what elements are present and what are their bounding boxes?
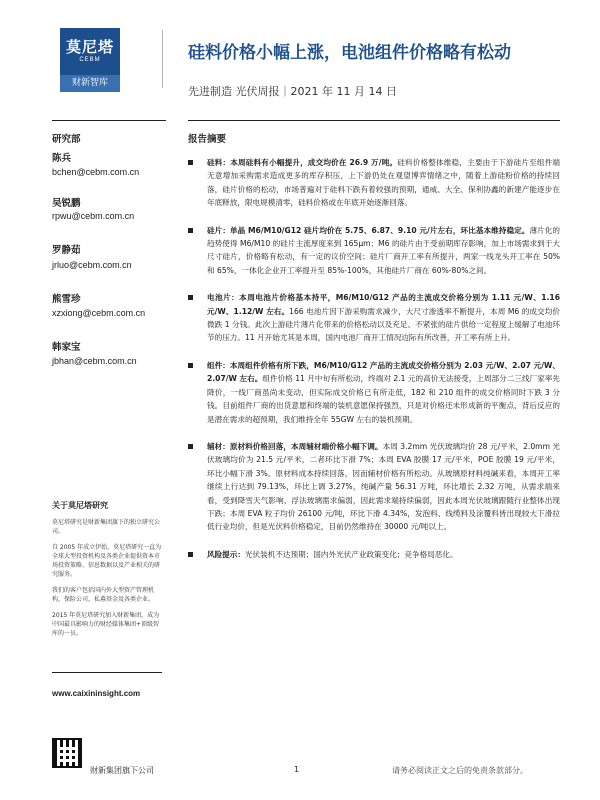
about-paragraph: 2015 年莫尼塔研究加入财新集团，成为中国最具影响力的财经媒体集团+顶级智库的一员。 — [52, 612, 160, 637]
about-rule — [52, 672, 162, 673]
analyst-name: 熊雪珍 — [52, 294, 81, 305]
bullet-square-icon — [188, 295, 193, 300]
summary-item-head: 硅料：本周硅料有小幅提升，成交均价在 26.9 万/吨。 — [207, 158, 398, 167]
about-paragraph: 自 2005 年成立伊始，莫尼塔研究一直为全球大型投资机构及各类企业提供资本市场投资策略、信息数据以及产业相关的研究服务。 — [52, 544, 162, 578]
analyst-email[interactable]: xzxiong@cebm.com.cn — [52, 308, 146, 318]
summary-item-head: 风险提示： — [207, 549, 245, 559]
summary-heading: 报告摘要 — [188, 134, 227, 145]
summary-item-body: 薄片化的趋势使得 M6/M10 的硅片主流厚度来到 165μm；M6 的硅片由于受前期库存影响，加上市场需求到于大尺寸硅片，价格略有松动，有一定的议价空间；硅片厂商开工率有所提升，两家一线龙头开工率在 50%和 65%，一体化企业开工率提升至 85%-100%，其他硅片厂商在 60%-80%之间。 — [207, 225, 561, 275]
analyst-email[interactable]: jbhan@cebm.com.cn — [52, 356, 137, 366]
logo-sub-text: 财新智库 — [60, 75, 120, 92]
summary-item-head: 硅片：单晶 M6/M10/G12 硅片均价在 5.75、6.87、9.10 元/片左右，环比基本维持稳定。 — [207, 225, 530, 235]
summary-item-head: 组件：本周组件价格有所下跌，M6/M10/G12 产品的主流成交价格分别为 2.03 元/W、2.07 元/W、2.07/W 左右。 — [207, 360, 560, 384]
about-section — [52, 500, 162, 645]
page-number: 1 — [294, 765, 300, 774]
report-subtitle: 先进制造 光伏周报｜2021 年 11 月 14 日 — [188, 85, 397, 98]
qr-code-icon — [52, 738, 82, 768]
bullet-square-icon — [188, 363, 193, 368]
summary-item — [188, 291, 560, 345]
summary-list — [188, 156, 560, 561]
about-title: 关于莫尼塔研究 — [52, 501, 108, 510]
logo-cn-text: 莫尼塔 — [65, 38, 114, 56]
analyst-name: 罗静茹 — [52, 245, 81, 256]
analyst-name: 陈兵 — [52, 153, 72, 164]
summary-item — [188, 548, 560, 561]
left-column-rule — [52, 120, 166, 121]
bullet-square-icon — [188, 444, 193, 449]
summary-item-body: 硅料价格整体维稳，主要由于下游硅片至组件端无意增加采购需求造成更多的库存积压，上下游仍处在观望博弈情绪之中，随着上游硅粉价格的持续回落，硅片价格的松动，市场普遍对于硅料下跌有着较强的预期，通威、大全、保利协鑫的新建产能逐步在年底释放，限电规模清零，硅料价格或在年底开始逐渐回落。 — [207, 158, 561, 208]
header-divider — [162, 30, 163, 88]
about-paragraph: 莫尼塔研究是财新集团旗下的独立研究公司。 — [52, 519, 161, 535]
summary-item-body: 光伏装机不达预期；国内外光伏产业政策变化；竞争格局恶化。 — [244, 549, 458, 559]
analyst-name: 吴锐鹏 — [52, 198, 81, 209]
summary-item-body: 本周 3.2mm 光伏玻璃均价 28 元/平米，2.0mm 光伏玻璃均价为 21.5 元/平米，二者环比下滑 7%；本周 EVA 胶膜 17 元/平米，POE 胶膜 19 元/平米，环比小幅下滑 3%。原材料成本持续回落，因而辅材价格有所松动。从玻璃原材料纯碱来看，本周开工率继续上行达到 79.13%，环比上调 3.27%，纯碱产量 56.31 万吨，环比增长 2.32 万吨，从需求端来看，受到降雪天气影响、浮法玻璃需求偏弱，因此需求端持续偏弱，因此本周光伏玻璃跟随行业整体出现下跌；本周 EVA 粒子均价 26100 元/吨，环比下滑 4.34%，发泡料、线缆料及涂覆料皆出现较大下滑拉低行业均价，但是光伏料价格稳定，目前仍然维持在 30000 元/吨以上。 — [207, 441, 561, 532]
footer-company: 财新集团旗下公司 — [90, 766, 154, 775]
analyst-email[interactable]: jrluo@cebm.com.cn — [52, 260, 132, 270]
summary-item-body: 166 电池片因下游采购需求减少，大尺寸渗透率不断提升，本周 M6 的成交均价微跌 1 分钱。此次上游硅片薄片化带来的价格松动以及充足、不紧张的硅片供给一定程度上缓解了电池环节的压力。11 月开始尤其是本周，国内电池厂商开工情况边际有所改善，开工率有所上升。 — [207, 306, 560, 343]
cebm-logo — [60, 28, 120, 92]
about-paragraph: 我们的客户包括国内外大型资产管理机构，保险公司，私募基金及各类企业。 — [52, 587, 155, 603]
analyst-email[interactable]: bchen@cebm.com.cn — [52, 167, 140, 177]
summary-item-head: 辅材：原材料价格回落，本周辅材端价格小幅下调。 — [207, 441, 383, 451]
summary-item-body: 组件价格 11 月中旬有所松动，终端对 2.1 元的高价无法接受，上周部分二三线厂家率先降价，一线厂商虽尚未变动，但实际成交价格已有所走低，182 和 210 组件的成交价格同时下跌 3 分钱。目前组件厂商的出货意愿和终端的装机意愿保持强烈，只是对价格还未形成新的平衡点，背后反应的是潜在需求的超预期，我们维持全年 55GW 左右的装机预期。 — [207, 374, 560, 424]
website-link[interactable]: www.caixininsight.com — [52, 689, 141, 698]
research-dept-heading: 研究部 — [52, 134, 81, 145]
bullet-square-icon — [188, 160, 193, 165]
bullet-square-icon — [188, 552, 193, 557]
report-title: 硅料价格小幅上涨，电池组件价格略有松动 — [188, 43, 511, 63]
logo-en-text: CEBM — [79, 57, 101, 63]
analyst-name: 韩家宝 — [52, 342, 81, 353]
footer-disclaimer: 请务必阅读正文之后的免责条款部分。 — [392, 766, 528, 775]
analyst-email[interactable]: rpwu@cebm.com.cn — [52, 211, 135, 221]
summary-item — [188, 440, 560, 534]
summary-item — [188, 156, 560, 210]
bullet-square-icon — [188, 228, 193, 233]
summary-item-head: 电池片：本周电池片价格基本持平，M6/M10/G12 产品的主流成交价格分别为 1.11 元/W、1.16 元/W、1.12/W 左右。 — [207, 293, 560, 316]
right-column-rule — [188, 120, 560, 121]
summary-item — [188, 359, 560, 426]
summary-item — [188, 224, 560, 278]
